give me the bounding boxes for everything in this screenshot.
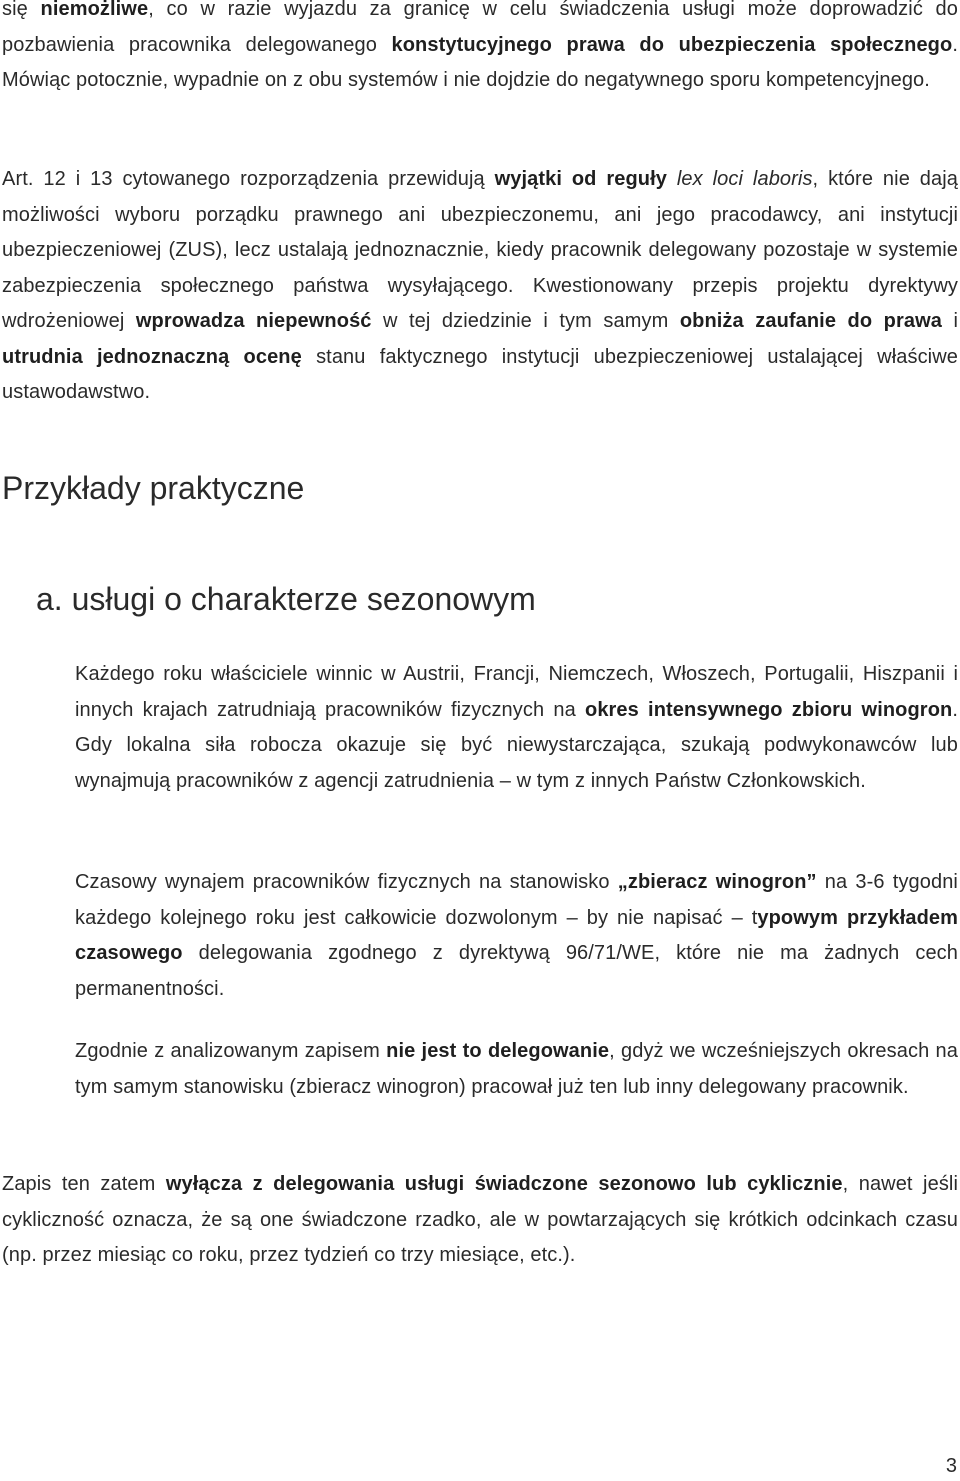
section-heading: Przykłady praktyczne [2, 470, 305, 506]
paragraph-article-12-13 [2, 162, 958, 411]
text-span: na 3-6 tygodni każdego kolejnego roku jest całkowicie dozwolonym – by nie napisać – t [75, 871, 958, 929]
bold-span: obniża zaufanie do prawa [679, 310, 942, 332]
text-span: , gdyż we wcześniejszych okresach na tym samym stanowisku (zbieracz winogron) pracował już ten lub inny delegowany pracownik. [75, 1040, 958, 1098]
paragraph-vineyards [75, 657, 958, 799]
text-span: Zapis ten zatem [2, 1173, 166, 1195]
bold-span: utrudnia jednoznaczną ocenę [2, 345, 302, 368]
text-span: Każdego roku właściciele winnic w Austrii, Francji, Niemczech, Włoszech, Portugalii, Hiszpanii i innych krajach zatrudniają pracowników fizycznych na [75, 663, 958, 721]
text-span: stanu faktycznego instytucji ubezpieczeniowej ustalającej właściwe ustawodawstwo. [2, 345, 958, 403]
text-span: , nawet jeśli cykliczność oznacza, że są one świadczone rzadko, ale w powtarzających się krótkich odcinkach czasu (np. przez miesiąc co roku, przez tydzień co trzy miesiące, etc.). [2, 1173, 959, 1266]
text-span: Czasowy wynajem pracowników fizycznych na stanowisko [75, 871, 618, 893]
bold-span: wyjątki od reguły [494, 168, 668, 190]
bold-span: „zbieracz winogron” [617, 871, 817, 893]
text-span: i [941, 310, 958, 332]
paragraph-conclusion [2, 1167, 958, 1274]
bold-span: wprowadza niepewność [135, 310, 372, 332]
paragraph-not-posting [75, 1034, 958, 1105]
subsection-heading: a. usługi o charakterze sezonowym [36, 581, 536, 617]
text-span: się [2, 0, 41, 20]
bold-span: ypowym przykładem czasowego [75, 906, 959, 964]
text-span: w tej dziedzinie i tym samym [371, 310, 680, 332]
text-span: Art. 12 i 13 cytowanego rozporządzenia przewidują [2, 168, 495, 190]
text-span: , które nie dają możliwości wyboru porządku prawnego ani ubezpieczonemu, ani jego pracodawcy, ani instytucji ubezpieczeniowej (ZUS), lecz ustalają jednoznacznie, kiedy pracownik delegowany pozostaje w systemie zabezpieczenia społecznego państwa wysyłającego. Kwestionowany przepis projektu dyrektywy wdrożeniowej [2, 168, 959, 332]
paragraph-grape-picker [75, 865, 958, 1007]
bold-span: wyłącza z delegowania usługi świadczone sezonowo lub cyklicznie [165, 1173, 843, 1195]
italic-span: lex loci laboris [667, 168, 813, 190]
text-span: . Mówiąc potocznie, wypadnie on z obu systemów i nie dojdzie do negatywnego sporu kompetencyjnego. [2, 33, 958, 91]
text-span: , co w razie wyjazdu za granicę w celu świadczenia usługi może doprowadzić do pozbawienia pracownika delegowanego [2, 0, 958, 56]
bold-span: konstytucyjnego prawa do ubezpieczenia społecznego [391, 33, 953, 56]
bold-span: niemożliwe [40, 0, 149, 20]
paragraph-social-security [2, 0, 958, 99]
text-span: delegowania zgodnego z dyrektywą 96/71/WE, które nie ma żadnych cech permanentności. [75, 942, 958, 1000]
text-span: Zgodnie z analizowanym zapisem [75, 1040, 387, 1062]
bold-span: nie jest to delegowanie [386, 1040, 610, 1062]
text-span: . Gdy lokalna siła robocza okazuje się być niewystarczająca, szukają podwykonawców lub wynajmują pracowników z agencji zatrudnienia – w tym z innych Państw Członkowskich. [75, 698, 958, 792]
page-number: 3 [945, 1455, 957, 1477]
bold-span: okres intensywnego zbioru winogron [585, 698, 953, 721]
